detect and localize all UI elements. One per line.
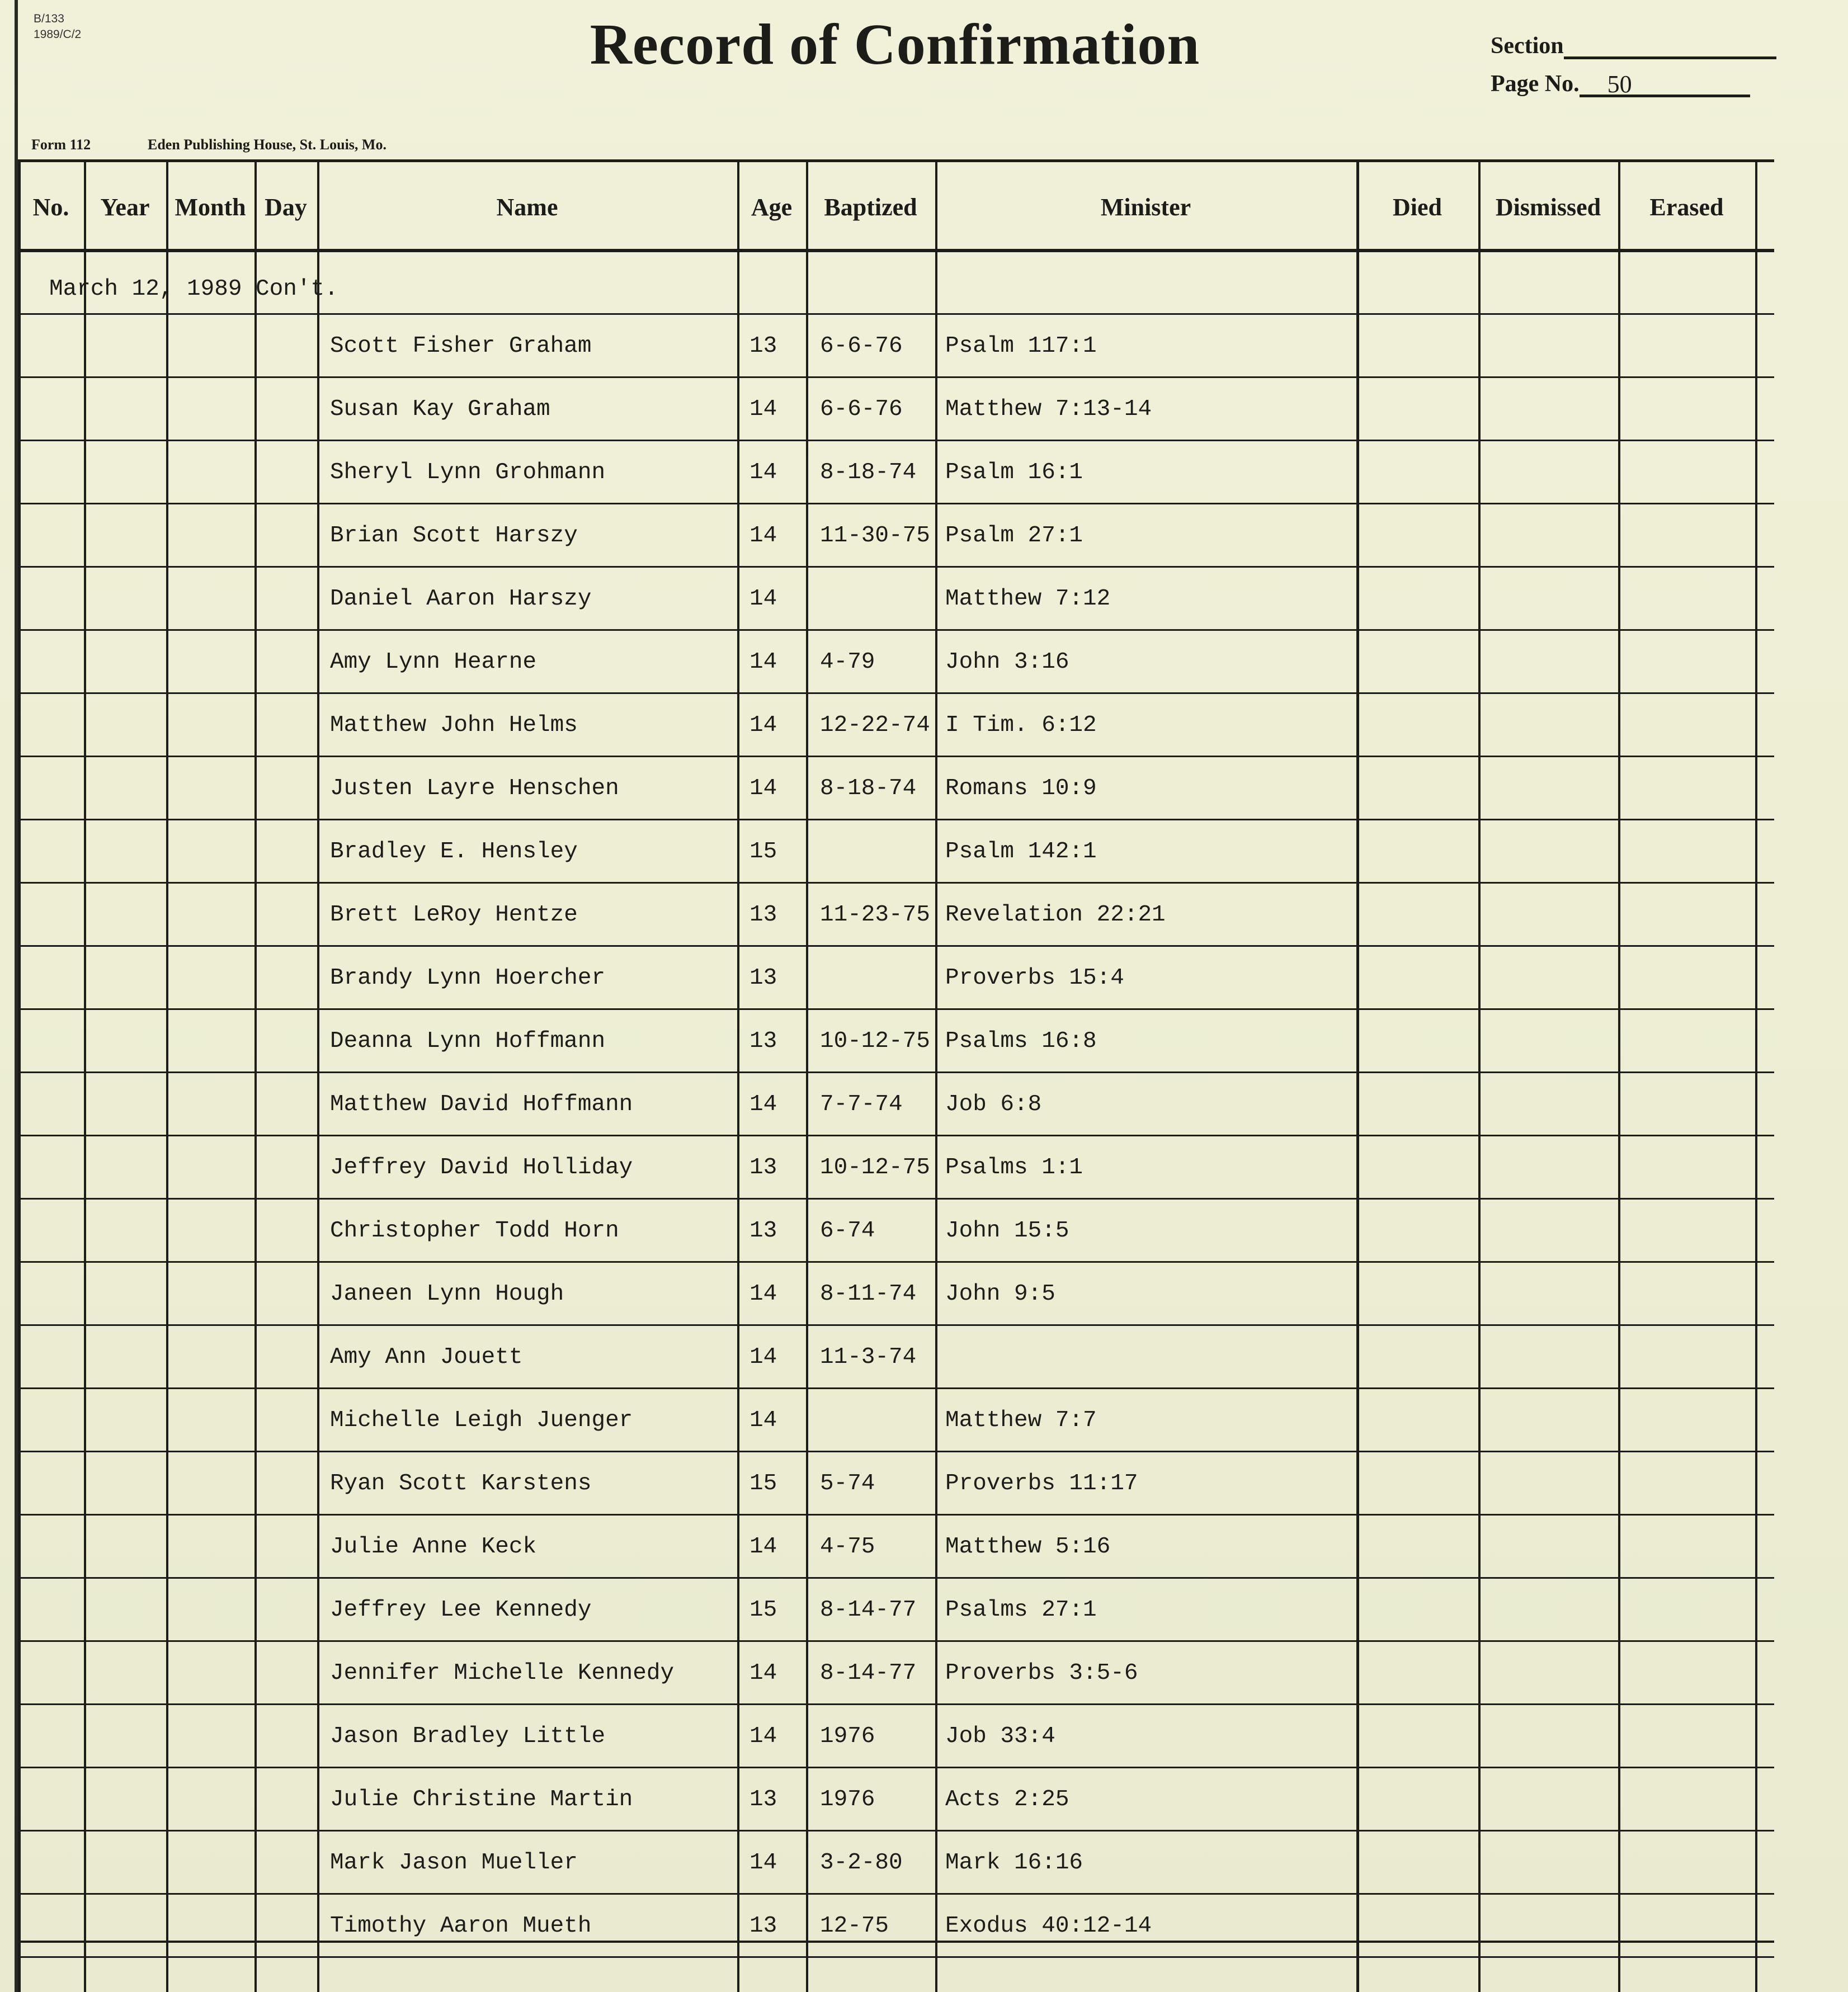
row-rule [18, 1703, 1774, 1705]
page-number-value: 50 [1580, 74, 1750, 97]
table-row-name: Julie Christine Martin [330, 1787, 633, 1812]
table-row-name: Justen Layre Henschen [330, 776, 619, 801]
table-row-name: Amy Lynn Hearne [330, 649, 537, 675]
table-row-name: Amy Ann Jouett [330, 1344, 523, 1370]
table-row-age: 14 [749, 1092, 777, 1117]
table-row-age: 14 [749, 712, 777, 738]
column-header-erased: Erased [1649, 193, 1724, 221]
table-row-minister: John 3:16 [945, 649, 1069, 675]
table-row-age: 14 [749, 460, 777, 485]
column-header-month: Month [175, 193, 246, 221]
column-header-baptized: Baptized [824, 193, 917, 221]
table-row-name: Brandy Lynn Hoercher [330, 965, 606, 991]
table-row-baptized: 11-23-75 [820, 902, 930, 928]
table-row-minister: Job 33:4 [945, 1724, 1055, 1749]
table-row-name: Mark Jason Mueller [330, 1850, 578, 1876]
table-row-name: Michelle Leigh Juenger [330, 1408, 633, 1433]
table-row-name: Julie Anne Keck [330, 1534, 537, 1560]
row-rule [18, 566, 1774, 568]
table-row-minister: Job 6:8 [945, 1092, 1042, 1117]
column-header-year: Year [100, 193, 150, 221]
table-row-age: 13 [749, 965, 777, 991]
table-row-age: 14 [749, 1660, 777, 1686]
table-row-age: 13 [749, 1218, 777, 1244]
column-header-no: No. [32, 193, 69, 221]
row-rule [18, 1387, 1774, 1389]
row-rule [18, 819, 1774, 820]
row-rule [18, 1261, 1774, 1263]
table-row-minister: Matthew 5:16 [945, 1534, 1111, 1560]
table-row-age: 14 [749, 649, 777, 675]
table-row-age: 14 [749, 523, 777, 549]
table-row-name: Scott Fisher Graham [330, 333, 592, 359]
table-row-minister: John 9:5 [945, 1281, 1055, 1307]
section-label: Section [1491, 33, 1564, 59]
table-row-name: Bradley E. Hensley [330, 839, 578, 865]
table-row-minister: Exodus 40:12-14 [945, 1913, 1152, 1939]
row-rule [18, 503, 1774, 504]
table-row-age: 14 [749, 1281, 777, 1307]
table-row-minister: Proverbs 15:4 [945, 965, 1124, 991]
table-row-baptized: 8-14-77 [820, 1660, 917, 1686]
form-number: Form 112 [31, 136, 91, 153]
table-row-age: 13 [749, 333, 777, 359]
page-number-label: Page No. [1491, 71, 1580, 97]
table-row-age: 14 [749, 1724, 777, 1749]
column-header-died: Died [1393, 193, 1442, 221]
column-header-minister: Minister [1100, 193, 1191, 221]
table-row-age: 13 [749, 1787, 777, 1812]
row-rule [18, 1577, 1774, 1579]
table-row-minister: Psalm 142:1 [945, 839, 1097, 865]
table-row-name: Brian Scott Harszy [330, 523, 578, 549]
table-row-name: Brett LeRoy Hentze [330, 902, 578, 928]
table-row-baptized: 5-74 [820, 1471, 875, 1497]
row-rule [18, 1324, 1774, 1326]
row-rule [18, 1451, 1774, 1452]
table-row-name: Jason Bradley Little [330, 1724, 606, 1749]
table-row-baptized: 1976 [820, 1787, 875, 1812]
column-header-name: Name [496, 193, 558, 221]
header-top-rule [18, 159, 1774, 162]
table-row-baptized: 8-14-77 [820, 1597, 917, 1623]
table-row-age: 13 [749, 1155, 777, 1181]
table-row-name: Timothy Aaron Mueth [330, 1913, 592, 1939]
row-rule [18, 1135, 1774, 1136]
column-header-age: Age [751, 193, 793, 221]
table-row-age: 15 [749, 839, 777, 865]
table-row-minister: Psalm 27:1 [945, 523, 1083, 549]
table-row-minister: Acts 2:25 [945, 1787, 1069, 1812]
column-rule [1618, 159, 1620, 1992]
table-row-baptized: 8-11-74 [820, 1281, 917, 1307]
table-row-minister: Romans 10:9 [945, 776, 1097, 801]
table-row-age: 15 [749, 1471, 777, 1497]
table-row-baptized: 4-79 [820, 649, 875, 675]
table-row-minister: Revelation 22:21 [945, 902, 1166, 928]
table-row-name: Jeffrey David Holliday [330, 1155, 633, 1181]
column-rule [317, 159, 319, 1992]
table-row-age: 13 [749, 902, 777, 928]
table-row-name: Daniel Aaron Harszy [330, 586, 592, 612]
table-row-name: Jeffrey Lee Kennedy [330, 1597, 592, 1623]
table-row-baptized: 6-6-76 [820, 333, 903, 359]
row-rule [18, 1008, 1774, 1010]
table-row-minister: Psalms 27:1 [945, 1597, 1097, 1623]
table-bottom-rule [18, 1941, 1774, 1943]
table-row-minister: Psalms 1:1 [945, 1155, 1083, 1181]
table-row-baptized: 4-75 [820, 1534, 875, 1560]
column-header-dismissed: Dismissed [1495, 193, 1601, 221]
table-row-minister: Proverbs 11:17 [945, 1471, 1138, 1497]
column-rule [254, 159, 257, 1992]
row-rule [18, 440, 1774, 441]
table-row-minister: Matthew 7:12 [945, 586, 1111, 612]
table-row-baptized: 3-2-80 [820, 1850, 903, 1876]
table-row-minister: Psalm 117:1 [945, 333, 1097, 359]
table-row-baptized: 6-74 [820, 1218, 875, 1244]
row-rule [18, 313, 1774, 315]
table-row-baptized: 8-18-74 [820, 460, 917, 485]
column-rule [806, 159, 808, 1992]
archive-stamp-line1: B/133 [34, 12, 64, 25]
table-row-baptized: 11-30-75 [820, 523, 930, 549]
row-rule [18, 1640, 1774, 1642]
page-title: Record of Confirmation [590, 12, 1200, 77]
column-rule [1356, 159, 1359, 1992]
row-rule [18, 1830, 1774, 1831]
table-row-baptized: 10-12-75 [820, 1028, 930, 1054]
section-value [1564, 36, 1776, 59]
row-rule [18, 1893, 1774, 1895]
table-row-age: 14 [749, 396, 777, 422]
row-rule [18, 1956, 1774, 1958]
table-row-name: Jennifer Michelle Kennedy [330, 1660, 675, 1686]
table-row-age: 14 [749, 1534, 777, 1560]
table-row-name: Ryan Scott Karstens [330, 1471, 592, 1497]
table-row-baptized: 1976 [820, 1724, 875, 1749]
table-row-name: Janeen Lynn Hough [330, 1281, 564, 1307]
table-row-minister: John 15:5 [945, 1218, 1069, 1244]
table-row-name: Sheryl Lynn Grohmann [330, 460, 606, 485]
column-rule [1478, 159, 1481, 1992]
row-rule [18, 1198, 1774, 1200]
row-rule [18, 1071, 1774, 1073]
column-rule [166, 159, 168, 1992]
header-bottom-rule [18, 249, 1774, 252]
table-row-age: 14 [749, 1408, 777, 1433]
column-rule [737, 159, 739, 1992]
table-row-baptized: 6-6-76 [820, 396, 903, 422]
table-row-minister: Psalms 16:8 [945, 1028, 1097, 1054]
row-rule [18, 629, 1774, 631]
row-rule [18, 882, 1774, 884]
column-rule [1755, 159, 1757, 1992]
row-rule [18, 692, 1774, 694]
row-rule [18, 376, 1774, 378]
table-row-baptized: 10-12-75 [820, 1155, 930, 1181]
column-header-day: Day [265, 193, 307, 221]
table-row-name: Susan Kay Graham [330, 396, 550, 422]
table-row-minister: Psalm 16:1 [945, 460, 1083, 485]
table-row-age: 14 [749, 1344, 777, 1370]
row-rule [18, 756, 1774, 757]
row-rule [18, 1767, 1774, 1768]
table-row-name: Matthew David Hoffmann [330, 1092, 633, 1117]
row-rule [18, 945, 1774, 947]
table-row-age: 14 [749, 586, 777, 612]
table-row-minister: I Tim. 6:12 [945, 712, 1097, 738]
table-row-baptized: 12-75 [820, 1913, 889, 1939]
column-rule [935, 159, 937, 1992]
table-row-age: 13 [749, 1028, 777, 1054]
table-row-minister: Proverbs 3:5-6 [945, 1660, 1138, 1686]
table-row-minister: Matthew 7:13-14 [945, 396, 1152, 422]
continuation-note: March 12, 1989 Con't. [49, 276, 338, 302]
table-row-baptized: 7-7-74 [820, 1092, 903, 1117]
table-row-baptized: 8-18-74 [820, 776, 917, 801]
page-number-field [1491, 70, 1750, 97]
table-row-name: Matthew John Helms [330, 712, 578, 738]
table-row-age: 15 [749, 1597, 777, 1623]
column-rule [18, 159, 21, 1992]
table-row-name: Deanna Lynn Hoffmann [330, 1028, 606, 1054]
table-row-age: 14 [749, 1850, 777, 1876]
table-row-age: 14 [749, 776, 777, 801]
archive-stamp-line2: 1989/C/2 [34, 28, 82, 41]
section-field [1491, 32, 1776, 59]
table-row-minister: Matthew 7:7 [945, 1408, 1097, 1433]
table-row-name: Christopher Todd Horn [330, 1218, 619, 1244]
table-row-age: 13 [749, 1913, 777, 1939]
table-row-minister: Mark 16:16 [945, 1850, 1083, 1876]
form-publisher: Eden Publishing House, St. Louis, Mo. [148, 136, 386, 153]
row-rule [18, 1514, 1774, 1516]
column-rule [84, 159, 86, 1992]
table-row-baptized: 12-22-74 [820, 712, 930, 738]
table-row-baptized: 11-3-74 [820, 1344, 917, 1370]
